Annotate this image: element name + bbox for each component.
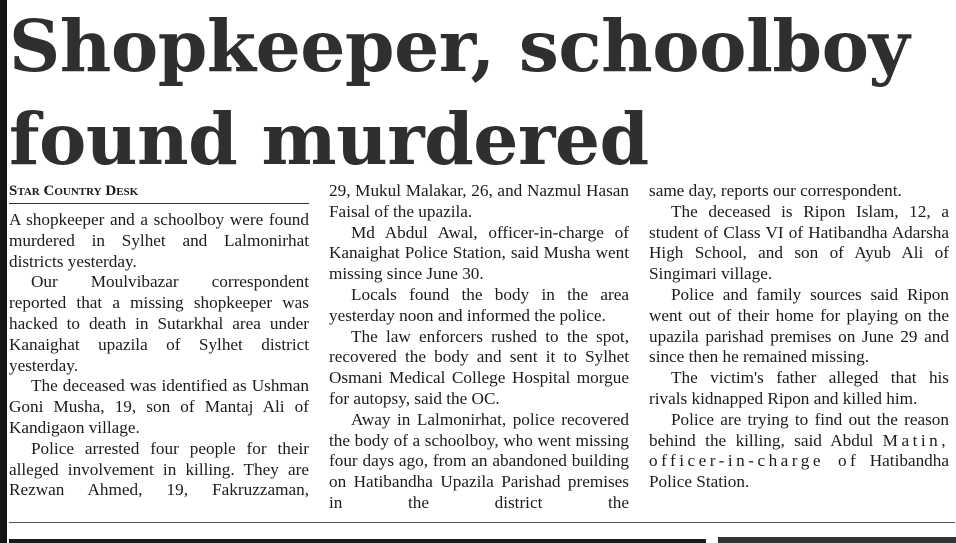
- headline-line-1: Shopkeeper, schoolboy: [9, 4, 910, 88]
- headline-line-2: found murdered: [9, 97, 649, 181]
- paragraph: The deceased was identified as Ushman Goni Musha, 19, son of Mantaj Ali of Kandigaon village.: [9, 376, 309, 437]
- paragraph: A shopkeeper and a schoolboy were found murdered in Sylhet and Lalmonirhat districts yesterday.: [9, 210, 309, 271]
- headline: [9, 0, 954, 186]
- paragraph: The deceased is Ripon Islam, 12, a student of Class VI of Hatibandha Adarsha High School, and son of Ayub Ali of Singimari village.: [649, 201, 949, 284]
- bottom-rule: [9, 522, 955, 523]
- article-column-3: [649, 181, 949, 493]
- article-column-1: [9, 181, 309, 501]
- paragraph: Our Moulvibazar correspondent reported that a missing shopkeeper was hacked to death in Sutarkhal area under Kanaighat upazila of Sylhet district yesterday.: [9, 272, 309, 375]
- paragraph: Md Abdul Awal, officer-in-charge of Kanaighat Police Station, said Musha went missing since June 30.: [329, 222, 629, 284]
- paragraph: Police arrested four people for their alleged involvement in killing. They are Rezwan Ahmed, 19, Fakruzzaman,: [9, 438, 309, 500]
- paragraph: [649, 410, 949, 493]
- next-article-rule-right: [718, 537, 956, 543]
- paragraph: same day, reports our correspondent.: [649, 181, 902, 200]
- paragraph: The victim's father alleged that his rivals kidnapped Ripon and killed him.: [649, 368, 949, 408]
- paragraph: Locals found the body in the area yesterday noon and informed the police.: [329, 284, 629, 325]
- page-edge-shadow: [0, 0, 7, 543]
- next-article-rule: [9, 539, 706, 543]
- paragraph: Away in Lalmonirhat, police recovered the body of a schoolboy, who went missing four days ago, from an abandoned building on Hatibandha Upazila Parishad premises in the district the: [329, 409, 629, 512]
- paragraph: Police and family sources said Ripon went out of their home for playing on the upazila parishad premises on June 29 and since then he remained missing.: [649, 284, 949, 367]
- paragraph: 29, Mukul Malakar, 26, and Nazmul Hasan Faisal of the upazila.: [329, 181, 629, 221]
- article-column-2: [329, 181, 629, 514]
- byline: Star Country Desk: [9, 181, 309, 204]
- paragraph-part: Hatibandha Police Station.: [649, 451, 949, 492]
- paragraph: The law enforcers rushed to the spot, recovered the body and sent it to Sylhet Osmani Medical College Hospital morgue for autopsy, said the OC.: [329, 326, 629, 408]
- paragraph-part: Police are trying to find out the reason behind the killing, said Abdul: [649, 409, 949, 450]
- paragraph-part-spaced: Matin, officer-in-charge of: [649, 430, 950, 471]
